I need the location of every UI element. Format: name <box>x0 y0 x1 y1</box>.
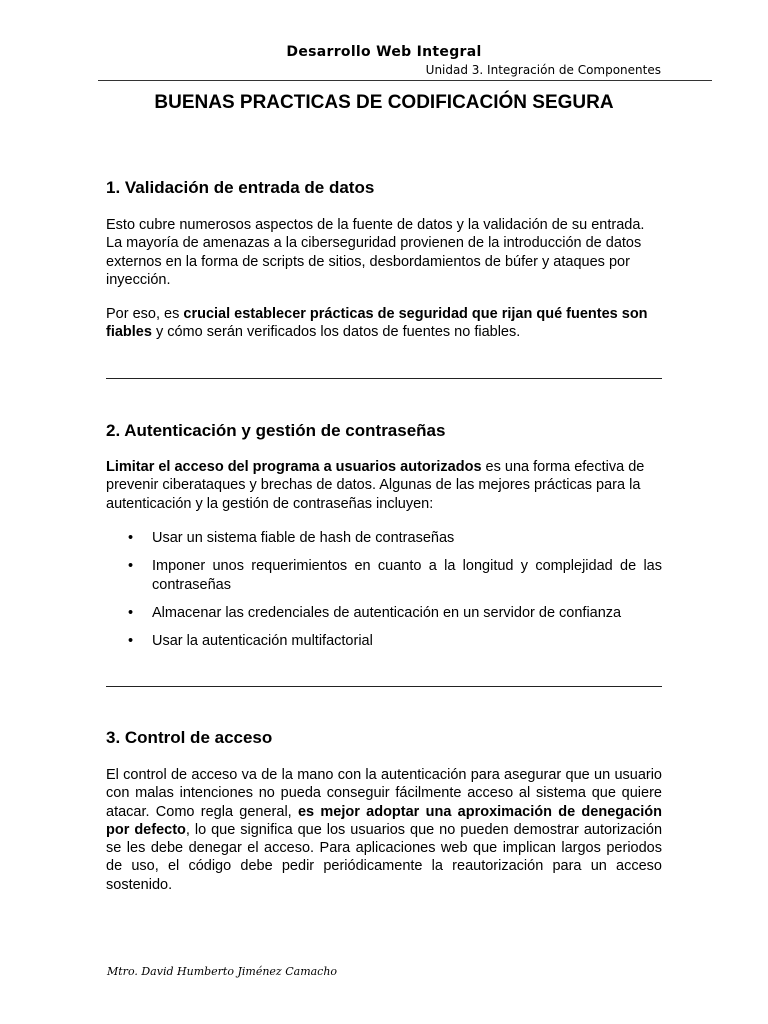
bullet-icon: • <box>128 604 134 621</box>
section-1-paragraph-1: Esto cubre numerosos aspectos de la fuente de datos y la validación de su entrada. La mayoría de amenazas a la ciberseguridad provienen de la introducción de datos externos en la forma de scripts de sitios, desbordamientos de búfer y ataques por inyección. <box>106 217 645 288</box>
list-item <box>106 604 662 622</box>
section-1-paragraph-2 <box>106 305 662 342</box>
list-item-text: Usar la autenticación multifactorial <box>152 633 373 650</box>
list-item <box>106 557 662 594</box>
page-title: BUENAS PRACTICAS DE CODIFICACIÓN SEGURA <box>154 92 614 113</box>
section-1-p2-emphasis: crucial establecer prácticas de seguridad que rijan qué fuentes son fiables <box>106 306 648 341</box>
section-2-paragraph-1 <box>106 458 662 513</box>
section-divider-2 <box>106 686 662 687</box>
section-3-p1-tail: , lo que significa que los usuarios que no pueden demostrar autorización se les debe denegar el acceso. Para aplicaciones web que implican largos periodos de uso, el código debe pedir periódicamente la reautorización para un acceso sostenido. <box>106 821 663 893</box>
header-divider <box>98 80 712 81</box>
section-1-p2-tail: y cómo serán verificados los datos de fuentes no fiables. <box>151 324 521 341</box>
section-2-bullet-list <box>106 529 662 660</box>
bullet-icon: • <box>128 530 134 546</box>
list-item <box>106 632 662 650</box>
section-2-title: 2. Autenticación y gestión de contraseñas <box>106 421 446 440</box>
section-3-p1-emphasis: es mejor adoptar una aproximación de denegación por defecto <box>106 803 663 838</box>
list-item <box>106 529 662 547</box>
section-3-p1-lead: El control de acceso va de la mano con la autenticación para asegurar que un usuario con malas intenciones no pueda conseguir fácilmente acceso al sistema que quiere atacar. Como regla general, <box>106 767 662 820</box>
footer-author: Mtro. David Humberto Jiménez Camacho <box>107 965 338 978</box>
section-1-title: 1. Validación de entrada de datos <box>106 178 375 197</box>
list-item-text: Usar un sistema fiable de hash de contraseñas <box>152 530 455 546</box>
list-item-text: Almacenar las credenciales de autenticación en un servidor de confianza <box>152 604 622 621</box>
section-1-p2-lead: Por eso, es <box>106 306 184 322</box>
bullet-icon: • <box>128 633 134 650</box>
section-3-title: 3. Control de acceso <box>106 728 273 747</box>
section-divider-1 <box>106 378 662 379</box>
document-header-title: Desarrollo Web Integral <box>286 44 482 60</box>
section-2-p1-emphasis: Limitar el acceso del programa a usuarios autorizados <box>106 459 482 475</box>
document-header-subtitle: Unidad 3. Integración de Componentes <box>425 63 661 77</box>
list-item-text: Imponer unos requerimientos en cuanto a la longitud y complejidad de las contraseñas <box>152 558 662 593</box>
bullet-icon: • <box>128 558 134 575</box>
section-2-p1-tail: es una forma efectiva de prevenir ciberataques y brechas de datos. Algunas de las mejores prácticas para la autenticación y la gestión de contraseñas incluyen: <box>106 459 645 512</box>
section-3-paragraph-1 <box>106 766 662 894</box>
